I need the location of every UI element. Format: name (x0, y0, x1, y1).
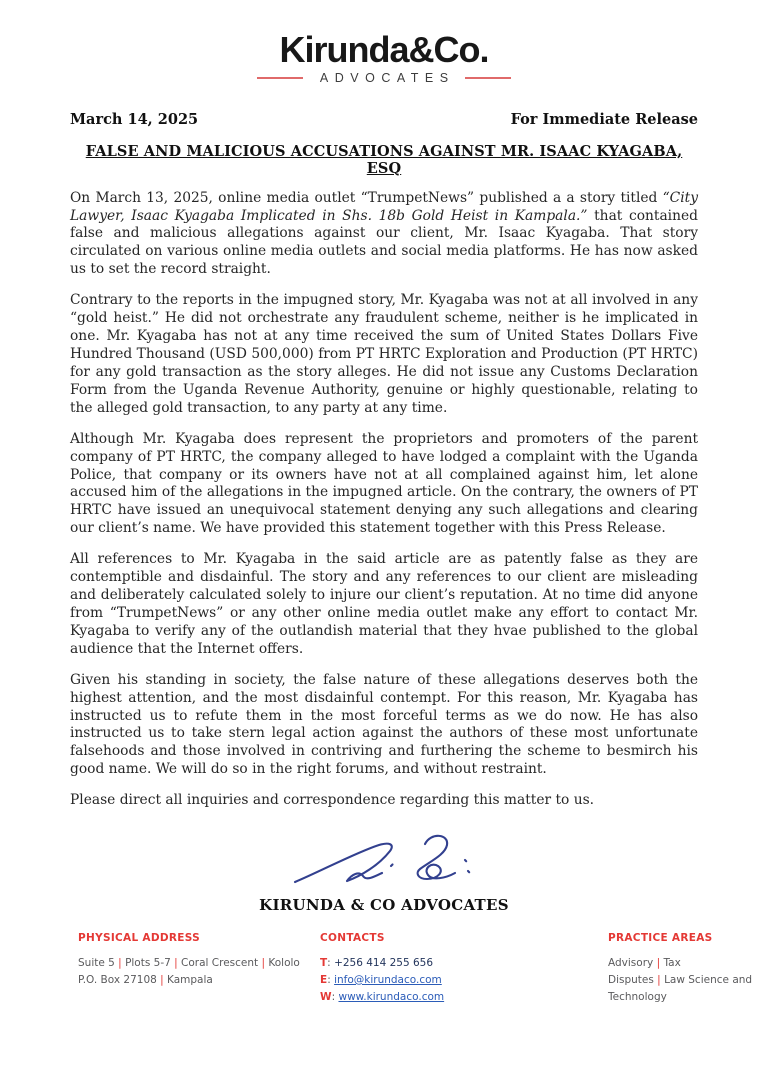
contact-email-line: E: info@kirundaco.com (320, 973, 442, 986)
release-date: March 14, 2025 (70, 110, 199, 128)
logo-wordmark: Kirunda&Co. (279, 29, 489, 70)
contact-web-line: W: www.kirundaco.com (320, 990, 445, 1003)
release-label: For Immediate Release (510, 110, 698, 128)
footer-heading-physical-address: PHYSICAL ADDRESS (78, 932, 201, 945)
signature-block (70, 824, 698, 896)
web-label: W (320, 990, 332, 1003)
logo-subtitle-row (70, 71, 698, 85)
practice-areas-lines (608, 955, 758, 1005)
phone-label: T (320, 957, 328, 970)
footer-line: Advisory | Tax (608, 957, 681, 970)
footer-line: P.O. Box 27108 | Kampala (78, 973, 213, 986)
paragraph: Please direct all inquiries and correspondence regarding this matter to us. (70, 792, 595, 809)
footer-line: Suite 5 | Plots 5-7 | Coral Crescent | Kololo (78, 957, 300, 970)
document-title: FALSE AND MALICIOUS ACCUSATIONS AGAINST MR. ISAAC KYAGABA, ESQ (85, 142, 683, 177)
paragraph: All references to Mr. Kyagaba in the said article are as patently false as they are contemptible and disdainful. The story and any references to our client are misleading and deliberately calculated solely to injure our client’s reputation. At no time did anyone from “TrumpetNews” or any other online media outlet make any effort to contact Mr. Kyagaba to verify any of the outlandish material that they hvae published to the global audience that the Internet offers. (70, 551, 698, 657)
paragraph: Given his standing in society, the false nature of these allegations deserves both the highest attention, and the most disdainful contempt. For this reason, Mr. Kyagaba has instructed us to refute them in the most forceful terms as we do now. He has also instructed us to take stern legal action against the authors of these most unfortunate falsehoods and those involved in contriving and furthering the scheme to besmirch his good name. We will do so in the right forums, and without restraint. (70, 671, 698, 778)
contact-phone-line: T: +256 414 255 656 (320, 957, 434, 970)
page-footer (0, 932, 768, 1005)
footer-practice-areas (608, 932, 758, 1005)
phone-number: +256 414 255 656 (334, 957, 434, 970)
footer-heading-contacts: CONTACTS (320, 932, 385, 945)
footer-line: Disputes | Law Science and Technology (608, 973, 753, 1003)
paragraph: On March 13, 2025, online media outlet “TrumpetNews” published a a story titled “City Lawyer, Isaac Kyagaba Implicated in Shs. 18b Gold Heist in Kampala.” that contained false and malicious allegations against our client, Mr. Isaac Kyagaba. That story circulated on various online media outlets and social media platforms. He has now asked us to set the record straight. (70, 189, 698, 278)
document-body (70, 190, 698, 811)
email-label: E (320, 973, 328, 986)
paragraph: Contrary to the reports in the impugned story, Mr. Kyagaba was not at all involved in any “gold heist.” He did not orchestrate any fraudulent scheme, neither is he implicated in one. Mr. Kyagaba has not at any time received the sum of United States Dollars Five Hundred Thousand (USD 500,000) from PT HRTC Exploration and Production (PT HRTC) for any gold transaction as the story alleges. He did not issue any Customs Declaration Form from the Uganda Revenue Authority, genuine or highly questionable, relating to the alleged gold transaction, to any party at any time. (70, 292, 698, 416)
email-link[interactable]: info@kirundaco.com (334, 973, 442, 986)
paragraph: Although Mr. Kyagaba does represent the proprietors and promoters of the parent company of PT HRTC, the company alleged to have lodged a complaint with the Uganda Police, that company or its owners have not at all complained against him, let alone accused him of the allegations in the impugned article. On the contrary, the owners of PT HRTC have issued an unequivocal statement denying any such allegations and clearing our client’s name. We have provided this statement together with this Press Release. (70, 430, 698, 537)
physical-address-lines (78, 955, 320, 989)
firm-logo (70, 0, 698, 85)
footer-heading-practice-areas: PRACTICE AREAS (608, 932, 713, 945)
signatory-firm-name: KIRUNDA & CO ADVOCATES (259, 896, 509, 915)
logo-subtitle: ADVOCATES (319, 70, 455, 85)
website-link[interactable]: www.kirundaco.com (338, 990, 445, 1003)
footer-physical-address (78, 932, 320, 1005)
meta-row (70, 111, 698, 128)
signature-icon (279, 824, 489, 896)
logo-dash-left (257, 77, 303, 79)
logo-dash-right (465, 77, 511, 79)
footer-contacts (320, 932, 608, 1005)
